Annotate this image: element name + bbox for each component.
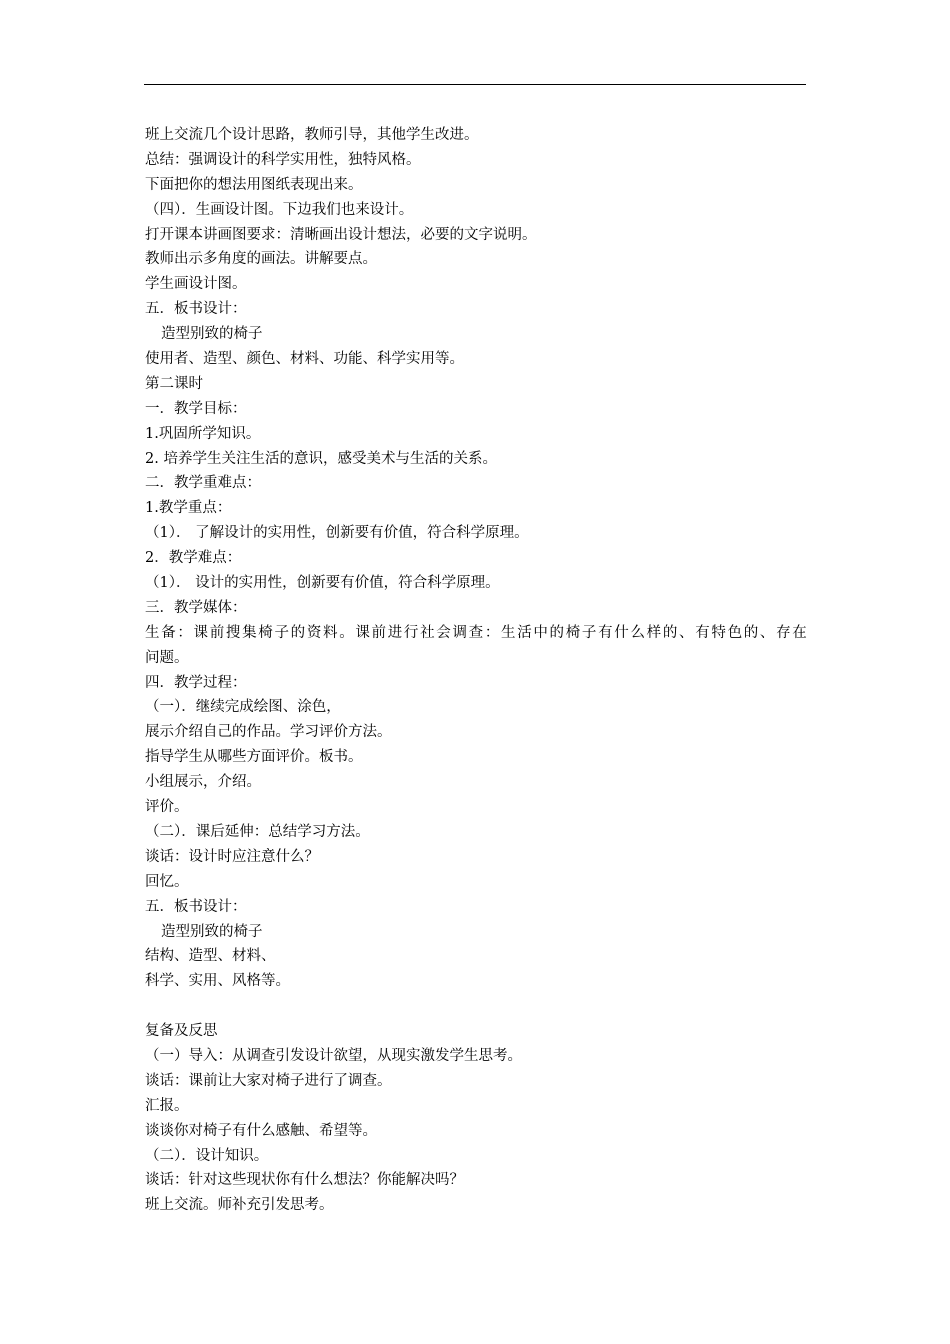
text-line: 一．教学目标： (145, 400, 247, 417)
text-line: 造型别致的椅子 (161, 923, 263, 940)
text-line: （一）．继续完成绘图、涂色， (145, 699, 341, 716)
text-line: 生备：课前搜集椅子的资料。课前进行社会调查：生活中的椅子有什么样的、有特色的、存在 (145, 624, 807, 641)
header-rule (144, 84, 806, 85)
document-body (145, 123, 807, 1218)
text-line: 学生画设计图。 (145, 276, 247, 293)
text-line: 四．教学过程： (145, 674, 247, 691)
text-line: 谈谈你对椅子有什么感触、希望等。 (145, 1122, 377, 1139)
text-line: 指导学生从哪些方面评价。板书。 (145, 749, 363, 766)
text-line: 1.教学重点： (145, 500, 232, 517)
text-line: （二）．课后延伸：总结学习方法。 (145, 823, 370, 840)
text-line: 第二课时 (145, 375, 203, 392)
text-line: 1.巩固所学知识。 (145, 425, 261, 442)
text-line: 五．板书设计： (145, 301, 247, 318)
text-line: 科学、实用、风格等。 (145, 973, 290, 990)
text-line: 评价。 (145, 799, 189, 816)
text-line: 教师出示多角度的画法。讲解要点。 (145, 251, 377, 268)
text-line: 班上交流几个设计思路，教师引导，其他学生改进。 (145, 127, 479, 143)
text-line: （四）．生画设计图。下边我们也来设计。 (145, 201, 414, 218)
blank-line (145, 994, 807, 1019)
text-line: 谈话：设计时应注意什么？ (145, 848, 319, 865)
text-line: （1）． 了解设计的实用性，创新要有价值，符合科学原理。 (145, 525, 529, 542)
text-line: 2. 培养学生关注生活的意识，感受美术与生活的关系。 (145, 450, 497, 467)
text-line: 二．教学重难点： (145, 475, 261, 492)
text-line: 展示介绍自己的作品。学习评价方法。 (145, 724, 392, 741)
text-line: 汇报。 (145, 1097, 189, 1114)
text-line: 2．教学难点： (145, 550, 242, 567)
text-line: 小组展示，介绍。 (145, 774, 261, 791)
text-line: 造型别致的椅子 (161, 326, 263, 343)
text-line: 下面把你的想法用图纸表现出来。 (145, 176, 363, 193)
text-line: 回忆。 (145, 873, 189, 890)
text-line: 复备及反思 (145, 1023, 218, 1040)
text-line: 问题。 (145, 649, 189, 666)
text-line: 三．教学媒体： (145, 599, 247, 616)
text-line: （1）． 设计的实用性，创新要有价值，符合科学原理。 (145, 575, 500, 592)
text-line: 五．板书设计： (145, 898, 247, 915)
text-line: 结构、造型、材料、 (145, 948, 276, 965)
text-line: （二）．设计知识。 (145, 1147, 269, 1164)
text-line: 打开课本讲画图要求：清晰画出设计想法，必要的文字说明。 (145, 226, 537, 243)
text-line: 谈话：课前让大家对椅子进行了调查。 (145, 1072, 392, 1089)
text-line: （一）导入：从调查引发设计欲望，从现实激发学生思考。 (145, 1047, 522, 1064)
text-line: 总结：强调设计的科学实用性，独特风格。 (145, 151, 421, 168)
text-line: 使用者、造型、颜色、材料、功能、科学实用等。 (145, 351, 464, 368)
text-line: 班上交流。师补充引发思考。 (145, 1197, 334, 1214)
text-line: 谈话：针对这些现状你有什么想法？你能解决吗？ (145, 1172, 464, 1189)
